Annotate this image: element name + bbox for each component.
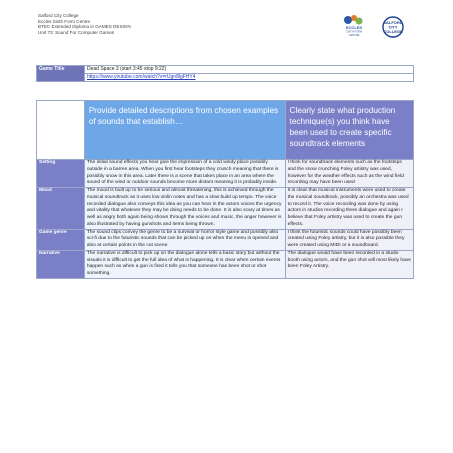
- game-genre-description: The sound clips convey the genre to be a survival or horror style game and possibly also sci-fi due to the futuristic sounds that can be picked up on when the menu is opened and also at certain points in the cut scene.: [84, 229, 285, 250]
- mood-description: The mood is built up to be serious and almost threatening, this is achieved through the musical soundtrack as it uses low violin notes and has a slow build up tempo. The voice recorded dialogue also conveys this idea as you can hear in the actors voices the urgency and vitality that whatever they may be doing needs to be done. It is also scary at times as well as angry both again being shown through the voices and music, the anger however is also illustrated by having gunshots and items being thrown.: [84, 188, 285, 230]
- table-row: [37, 74, 414, 82]
- eccles-logo: [340, 13, 368, 37]
- row-label-setting: Setting: [37, 160, 85, 188]
- header-line: BTEC Extended Diploma in GAMES DESIGN: [38, 24, 131, 30]
- svg-text:CENTRE: CENTRE: [348, 34, 360, 37]
- salford-college-logo: [373, 16, 413, 38]
- game-title-label: Game Title: [37, 66, 85, 82]
- table-row: [37, 250, 414, 278]
- youtube-link[interactable]: https://www.youtube.com/watch?v=rUgn8lgFHY4: [87, 74, 196, 80]
- svg-text:CITY: CITY: [388, 24, 398, 30]
- header-line: Eccles Sixth Form Centre: [38, 18, 91, 24]
- narrative-description: The narrative is difficult to pick up on the dialogue alone tells a basic story but without the visuals it is difficult to get the full idea of what is happening. It is clear when certain events happen such as when a gun is fired it tells you that someone has been shot or shot something.: [84, 250, 285, 278]
- mood-technique: It is clear that musical instruments were used to create the musical soundtrack, possibly an orchestra was used to record it. The voice recording was done by using actors in studios recording there dialogue and again I believe that Foley artistry was used to create the gun effects.: [285, 188, 413, 230]
- row-label-narrative: Narrative: [37, 250, 85, 278]
- game-title-value: Dead Space 3 (start 3:45 stop 9:22): [85, 66, 414, 74]
- narrative-technique: The dialogue would have been recorded in a studio booth using actors, and the gun shot will most likely have been Foley Artistry.: [285, 250, 413, 278]
- eccles-logo-text: ECCLES: [345, 25, 363, 30]
- table-row: [37, 66, 414, 74]
- setting-description: The initial sound effects you hear give the impression of a cold windy place possibly outside in a barren area. When you first hear footsteps they crunch meaning that there is possibly snow in this area. Later there is a scene that takes place in an area where the sound of the wind or outdoor sounds become more distant meaning it is probably inside.: [84, 160, 285, 188]
- svg-text:SIXTH FORM: SIXTH FORM: [346, 30, 362, 34]
- setting-technique: I think for soundtrack elements such as the footsteps and the snow crunching Foley artistry was used, however for the weather effects such as the wind field recording may have been used: [285, 160, 413, 188]
- table-row: [37, 188, 414, 230]
- descriptions-column-header: Provide detailed descriptions from chosen examples of sounds that establish…: [84, 101, 285, 160]
- game-info-table: [36, 65, 414, 82]
- table-row: [37, 229, 414, 250]
- sound-analysis-table: [36, 100, 414, 279]
- header-row: [37, 101, 414, 160]
- game-genre-technique: I think the futuristic sounds could have possibly been created using Foley artistry, but it is also possible they were created using MIDI or a soundboard.: [285, 229, 413, 250]
- svg-text:COLLEGE: COLLEGE: [383, 29, 403, 34]
- row-label-game-genre: Game genre: [37, 229, 85, 250]
- header-line: Salford City College: [38, 13, 79, 18]
- document-header: [38, 13, 131, 35]
- empty-header-cell: [37, 101, 85, 160]
- header-line: Unit 73: Sound For Computer Games: [38, 29, 115, 35]
- row-label-mood: Mood: [37, 188, 85, 230]
- salford-logo-text: SALFORD: [383, 20, 403, 25]
- table-row: [37, 160, 414, 188]
- techniques-column-header: Clearly state what production technique(s) you think have been used to create specific soundtrack elements: [285, 101, 413, 160]
